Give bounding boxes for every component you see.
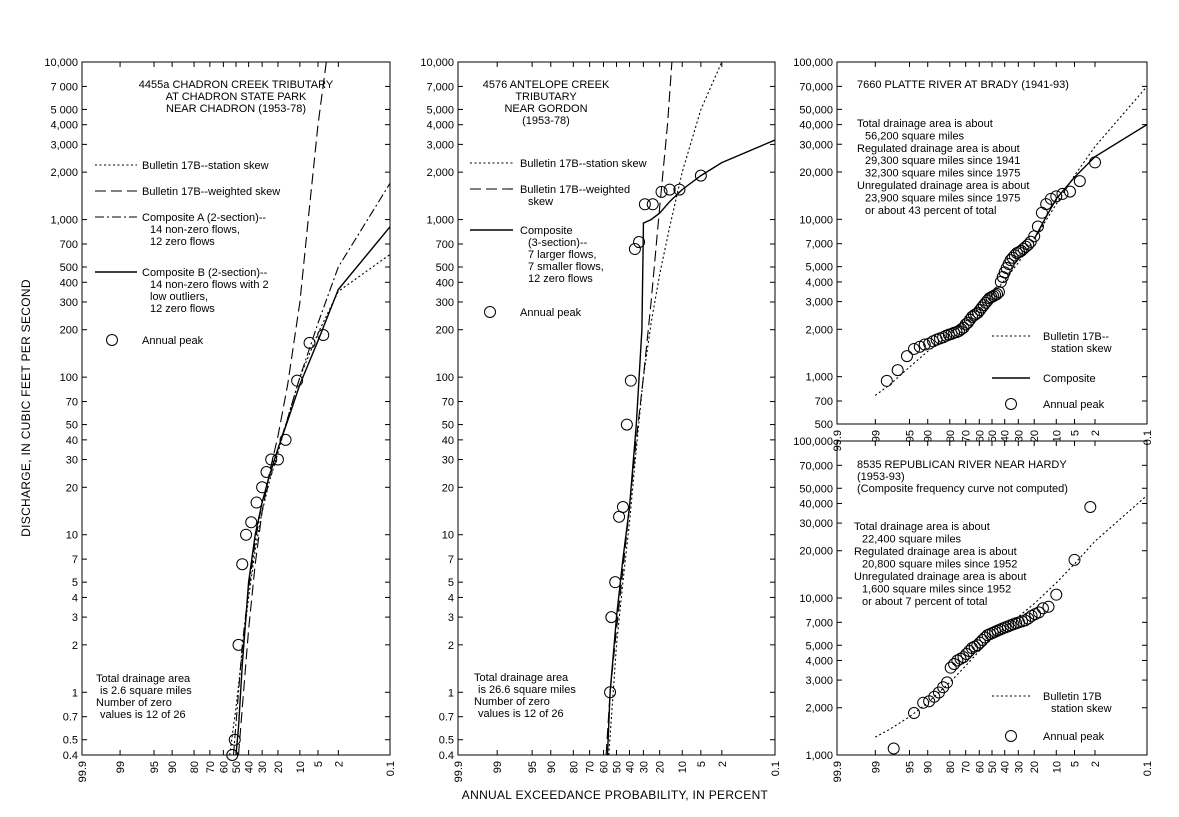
y-tick-label: 40	[65, 434, 78, 447]
annotation-line: 29,300 square miles since 1941	[865, 155, 1021, 168]
y-tick-label: 3,000	[50, 139, 78, 152]
annotation-line: Unregulated drainage area is about	[854, 571, 1027, 583]
x-tick-label: 5	[1069, 430, 1082, 437]
x-tick-label: 50	[611, 761, 624, 774]
series-line-solid	[608, 140, 776, 755]
panel-title-line: TRIBUTARY	[515, 91, 577, 103]
annual-peak-point	[237, 559, 248, 570]
y-tick-label: 50,000	[799, 104, 833, 117]
x-tick-label: 30	[257, 761, 270, 774]
legend-marker-circle	[1006, 399, 1017, 410]
x-tick-label: 10	[677, 761, 690, 774]
legend-marker-circle	[107, 335, 118, 346]
y-tick-label: 0.5	[62, 734, 78, 747]
y-tick-label: 1	[447, 687, 454, 700]
y-tick-label: 300	[59, 296, 78, 309]
x-tick-label: 30	[638, 761, 651, 774]
legend-label: Bulletin 17B--weighted	[520, 184, 631, 196]
x-tick-label: 0.1	[1142, 761, 1154, 777]
x-tick-label: 70	[584, 761, 597, 774]
legend-label: Bulletin 17B--station skew	[142, 160, 269, 172]
x-axis-title: ANNUAL EXCEEDANCE PROBABILITY, IN PERCENT	[461, 788, 769, 802]
chart-panel-1	[44, 57, 397, 782]
panel-title-line: NEAR CHADRON (1953-78)	[166, 103, 306, 115]
x-tick-label: 99.9	[453, 761, 465, 783]
y-tick-label: 100,000	[793, 57, 833, 69]
y-tick-label: 200	[59, 324, 78, 337]
chart-panel-2	[420, 57, 782, 782]
annotation-line: Unregulated drainage area is about	[857, 180, 1030, 192]
y-tick-label: 40,000	[799, 119, 833, 132]
legend-label: Composite A (2-section)--	[142, 212, 267, 224]
annual-peak-point	[881, 375, 892, 386]
annotation-line: values is 12 of 26	[100, 709, 186, 721]
y-tick-label: 700	[814, 396, 833, 409]
y-tick-label: 4,000	[50, 119, 78, 132]
y-tick-label: 5,000	[805, 261, 833, 274]
annotation-line: Regulated drainage area is about	[854, 546, 1017, 558]
series-line-solid	[1034, 125, 1147, 239]
x-tick-label: 50	[987, 430, 999, 443]
legend-label: 14 non-zero flows with 2	[150, 279, 269, 291]
series-line-solid	[236, 227, 390, 755]
annual-peak-point	[246, 517, 257, 528]
x-tick-label: 40	[999, 761, 1012, 774]
y-tick-label: 5,000	[805, 640, 833, 653]
x-tick-label: 80	[568, 761, 581, 774]
y-tick-label: 5,000	[426, 104, 454, 117]
y-tick-label: 3	[447, 612, 454, 625]
panel-title-line: 8535 REPUBLICAN RIVER NEAR HARDY	[857, 459, 1067, 471]
y-tick-label: 7	[71, 554, 78, 567]
annotation-line: 56,200 square miles	[865, 130, 965, 143]
y-tick-label: 300	[435, 296, 454, 309]
annotation-line: 22,400 square miles	[862, 533, 962, 546]
y-tick-label: 2	[447, 639, 454, 652]
y-tick-label: 4	[447, 592, 454, 605]
legend-label: 7 smaller flows,	[528, 261, 604, 273]
x-tick-label: 60	[974, 430, 987, 443]
y-tick-label: 50	[65, 419, 78, 432]
annual-peak-point	[617, 501, 628, 512]
y-tick-label: 2,000	[426, 167, 454, 180]
legend-label: (3-section)--	[528, 237, 588, 249]
x-tick-label: 95	[527, 761, 540, 774]
annotation-line: Regulated drainage area is about	[857, 142, 1020, 155]
panel-title-line: NEAR GORDON	[504, 103, 588, 115]
panel-title-line: AT CHADRON STATE PARK	[165, 91, 307, 103]
legend-label: 12 zero flows	[528, 273, 593, 285]
y-tick-label: 100	[435, 372, 454, 385]
panel-title-line: 7660 PLATTE RIVER AT BRADY (1941-93)	[857, 79, 1069, 91]
y-tick-label: 30,000	[799, 518, 833, 531]
annual-peak-point	[901, 351, 912, 362]
y-tick-label: 700	[435, 238, 454, 251]
y-tick-label: 5	[447, 577, 454, 590]
annotation-line: values is 12 of 26	[478, 708, 564, 720]
x-tick-label: 99.9	[832, 761, 844, 783]
y-tick-label: 700	[59, 238, 78, 251]
annual-peak-point	[647, 199, 658, 210]
x-tick-label: 50	[987, 761, 999, 774]
x-tick-label: 99	[870, 430, 883, 443]
x-tick-label: 5	[695, 761, 708, 768]
x-tick-label: 80	[944, 430, 957, 443]
y-tick-label: 20,000	[799, 545, 833, 558]
legend-label: Annual peak	[520, 307, 582, 319]
x-tick-label: 30	[1013, 761, 1026, 774]
y-tick-label: 1,000	[805, 750, 833, 762]
y-tick-label: 30,000	[799, 139, 833, 152]
y-tick-label: 20	[441, 482, 454, 495]
annotation-line: Number of zero	[474, 696, 550, 708]
x-tick-label: 60	[218, 761, 231, 774]
x-tick-label: 5	[1069, 761, 1082, 768]
y-tick-label: 70,000	[799, 460, 833, 473]
x-tick-label: 80	[189, 761, 202, 774]
legend-label: low outliers,	[150, 291, 209, 303]
annual-peak-point	[251, 497, 262, 508]
annotation-line: Total drainage area	[96, 673, 191, 685]
annotation-line: Total drainage area is about	[857, 118, 993, 130]
y-tick-label: 30	[65, 454, 78, 467]
annotation-line: is 2.6 square miles	[100, 685, 192, 697]
annotation-line: Number of zero	[96, 697, 172, 709]
y-tick-label: 2,000	[805, 702, 833, 715]
annual-peak-point	[625, 375, 636, 386]
x-tick-label: 95	[149, 761, 162, 774]
annual-peak-point	[241, 529, 252, 540]
y-tick-label: 2,000	[805, 324, 833, 337]
y-tick-label: 5 000	[50, 104, 78, 117]
y-tick-label: 70	[441, 396, 454, 409]
x-tick-label: 5	[312, 761, 325, 768]
x-tick-label: 90	[545, 761, 558, 774]
y-tick-label: 10,000	[799, 593, 833, 605]
legend-label: Bulletin 17B--station skew	[520, 158, 647, 170]
x-tick-label: 20	[1029, 761, 1042, 774]
x-tick-label: 99	[492, 761, 505, 774]
y-tick-label: 7 000	[50, 81, 78, 94]
y-tick-label: 2,000	[50, 167, 78, 180]
y-tick-label: 2	[71, 639, 78, 652]
legend-label: station skew	[1051, 343, 1112, 355]
x-tick-label: 95	[904, 430, 917, 443]
chart-panel-3	[793, 57, 1154, 451]
y-tick-label: 70	[65, 396, 78, 409]
x-tick-label: 0.1	[770, 761, 782, 777]
annual-peak-point	[1085, 501, 1096, 512]
y-tick-label: 10,000	[44, 57, 78, 69]
annual-peak-point	[1090, 157, 1101, 168]
legend-label: 12 zero flows	[150, 236, 215, 248]
y-tick-label: 3,000	[426, 139, 454, 152]
y-tick-label: 3,000	[805, 675, 833, 688]
x-tick-label: 0.1	[1142, 430, 1154, 446]
x-tick-label: 10	[1051, 430, 1064, 443]
y-tick-label: 50	[441, 419, 454, 432]
panel-title-line: (1953-78)	[522, 115, 570, 127]
y-tick-label: 20	[65, 482, 78, 495]
y-tick-label: 400	[59, 277, 78, 290]
y-tick-label: 4,000	[805, 276, 833, 289]
legend-label: 14 non-zero flows,	[150, 224, 240, 236]
annual-peak-point	[304, 337, 315, 348]
annual-peak-point	[958, 652, 969, 663]
legend-label: Annual peak	[1043, 399, 1105, 411]
x-tick-label: 40	[243, 761, 256, 774]
legend-label: Composite B (2-section)--	[142, 267, 268, 279]
y-tick-label: 7,000	[426, 81, 454, 94]
y-tick-label: 0.5	[438, 734, 454, 747]
x-tick-label: 30	[1013, 430, 1026, 443]
legend-marker-circle	[1006, 731, 1017, 742]
x-tick-label: 40	[624, 761, 637, 774]
x-tick-label: 2	[1090, 430, 1103, 437]
y-tick-label: 100,000	[793, 436, 833, 448]
x-tick-label: 70	[204, 761, 217, 774]
annotation-line: 23,900 square miles since 1975	[865, 192, 1021, 205]
y-tick-label: 10,000	[420, 57, 454, 69]
y-tick-label: 100	[59, 372, 78, 385]
legend-label: Bulletin 17B--weighted skew	[142, 186, 281, 198]
y-tick-label: 10,000	[799, 214, 833, 227]
legend-label: Annual peak	[1043, 731, 1105, 743]
annotation-line: 20,800 square miles since 1952	[862, 558, 1018, 571]
x-tick-label: 20	[654, 761, 667, 774]
annual-peak-point	[606, 612, 617, 623]
annual-peak-point	[621, 419, 632, 430]
legend-label: 7 larger flows,	[528, 249, 597, 261]
x-tick-label: 10	[1051, 761, 1064, 774]
x-tick-label: 2	[716, 761, 729, 768]
y-tick-label: 4	[71, 592, 78, 605]
annotation-line: or about 43 percent of total	[865, 204, 997, 217]
y-tick-label: 3,000	[805, 296, 833, 309]
x-tick-label: 90	[167, 761, 180, 774]
y-tick-label: 0.7	[62, 711, 78, 724]
panel-title-line: (Composite frequency curve not computed)	[857, 483, 1068, 495]
legend-label: skew	[528, 196, 554, 208]
annual-peak-point	[610, 577, 621, 588]
y-tick-label: 400	[435, 277, 454, 290]
annual-peak-point	[1064, 186, 1075, 197]
annotation-line: Total drainage area is about	[854, 521, 990, 533]
y-tick-label: 1,000	[50, 214, 78, 227]
plot-frame	[837, 62, 1147, 424]
x-tick-label: 90	[922, 761, 935, 774]
y-tick-label: 20,000	[799, 166, 833, 179]
series-line-dotted	[230, 255, 390, 756]
x-tick-label: 10	[294, 761, 307, 774]
x-tick-label: 99	[870, 761, 883, 774]
x-tick-label: 60	[598, 761, 611, 774]
annotation-line: or about 7 percent of total	[862, 596, 988, 608]
legend-label: Bulletin 17B	[1043, 691, 1102, 703]
y-tick-label: 70,000	[799, 81, 833, 94]
annotation-line: Total drainage area	[474, 672, 569, 684]
panel-title-line: 4455a CHADRON CREEK TRIBUTARY	[138, 79, 334, 91]
panel-title-line: 4576 ANTELOPE CREEK	[482, 79, 610, 91]
y-tick-label: 500	[435, 262, 454, 275]
y-tick-label: 40,000	[799, 498, 833, 511]
annual-peak-point	[942, 677, 953, 688]
y-tick-label: 0.4	[62, 750, 78, 762]
x-tick-label: 0.1	[385, 761, 397, 777]
x-tick-label: 99.9	[832, 430, 844, 452]
x-tick-label: 90	[922, 430, 935, 443]
x-tick-label: 70	[960, 430, 973, 443]
y-tick-label: 0.7	[438, 711, 454, 724]
y-tick-label: 7	[447, 554, 454, 567]
annual-peak-point	[1057, 188, 1068, 199]
x-tick-label: 95	[904, 761, 917, 774]
y-tick-label: 0.4	[438, 750, 454, 762]
y-tick-label: 10	[441, 529, 454, 542]
x-tick-label: 2	[333, 761, 346, 768]
x-tick-label: 50	[231, 761, 243, 774]
annual-peak-point	[888, 743, 899, 754]
legend-label: 12 zero flows	[150, 303, 215, 315]
y-tick-label: 4,000	[426, 119, 454, 132]
y-tick-label: 30	[441, 454, 454, 467]
x-tick-label: 40	[999, 430, 1012, 443]
x-tick-label: 99.9	[77, 761, 89, 783]
annual-peak-point	[909, 343, 920, 354]
y-tick-label: 1,000	[805, 371, 833, 384]
annotation-line: 1,600 square miles since 1952	[862, 583, 1012, 596]
annual-peak-point	[1036, 207, 1047, 218]
y-tick-label: 50,000	[799, 483, 833, 496]
legend-label: Annual peak	[142, 335, 204, 347]
annual-peak-point	[1074, 176, 1085, 187]
annual-peak-point	[318, 330, 329, 341]
legend-label: station skew	[1051, 703, 1112, 715]
y-tick-label: 5	[71, 577, 78, 590]
x-tick-label: 80	[944, 761, 957, 774]
y-tick-label: 1,000	[426, 214, 454, 227]
legend-label: Composite	[520, 225, 573, 237]
chart-panel-4	[793, 436, 1154, 782]
legend-marker-circle	[485, 307, 496, 318]
y-axis-title: DISCHARGE, IN CUBIC FEET PER SECOND	[19, 279, 33, 537]
y-tick-label: 4,000	[805, 655, 833, 668]
y-tick-label: 7,000	[805, 617, 833, 630]
y-tick-label: 500	[814, 419, 833, 431]
x-tick-label: 20	[272, 761, 285, 774]
legend-label: Composite	[1043, 373, 1096, 385]
panel-title-line: (1953-93)	[857, 471, 905, 483]
y-tick-label: 1	[71, 687, 78, 700]
x-tick-label: 60	[974, 761, 987, 774]
x-tick-label: 70	[960, 761, 973, 774]
annotation-line: is 26.6 square miles	[478, 684, 576, 696]
annual-peak-point	[1051, 589, 1062, 600]
x-tick-label: 99	[115, 761, 128, 774]
annual-peak-point	[892, 365, 903, 376]
y-tick-label: 40	[441, 434, 454, 447]
legend-label: Bulletin 17B--	[1043, 331, 1110, 343]
y-tick-label: 10	[65, 529, 78, 542]
annotation-line: 32,300 square miles since 1975	[865, 167, 1021, 180]
y-tick-label: 500	[59, 262, 78, 275]
y-tick-label: 3	[71, 612, 78, 625]
y-tick-label: 200	[435, 324, 454, 337]
x-tick-label: 2	[1090, 761, 1103, 768]
x-tick-label: 20	[1029, 430, 1042, 443]
y-tick-label: 7,000	[805, 238, 833, 251]
